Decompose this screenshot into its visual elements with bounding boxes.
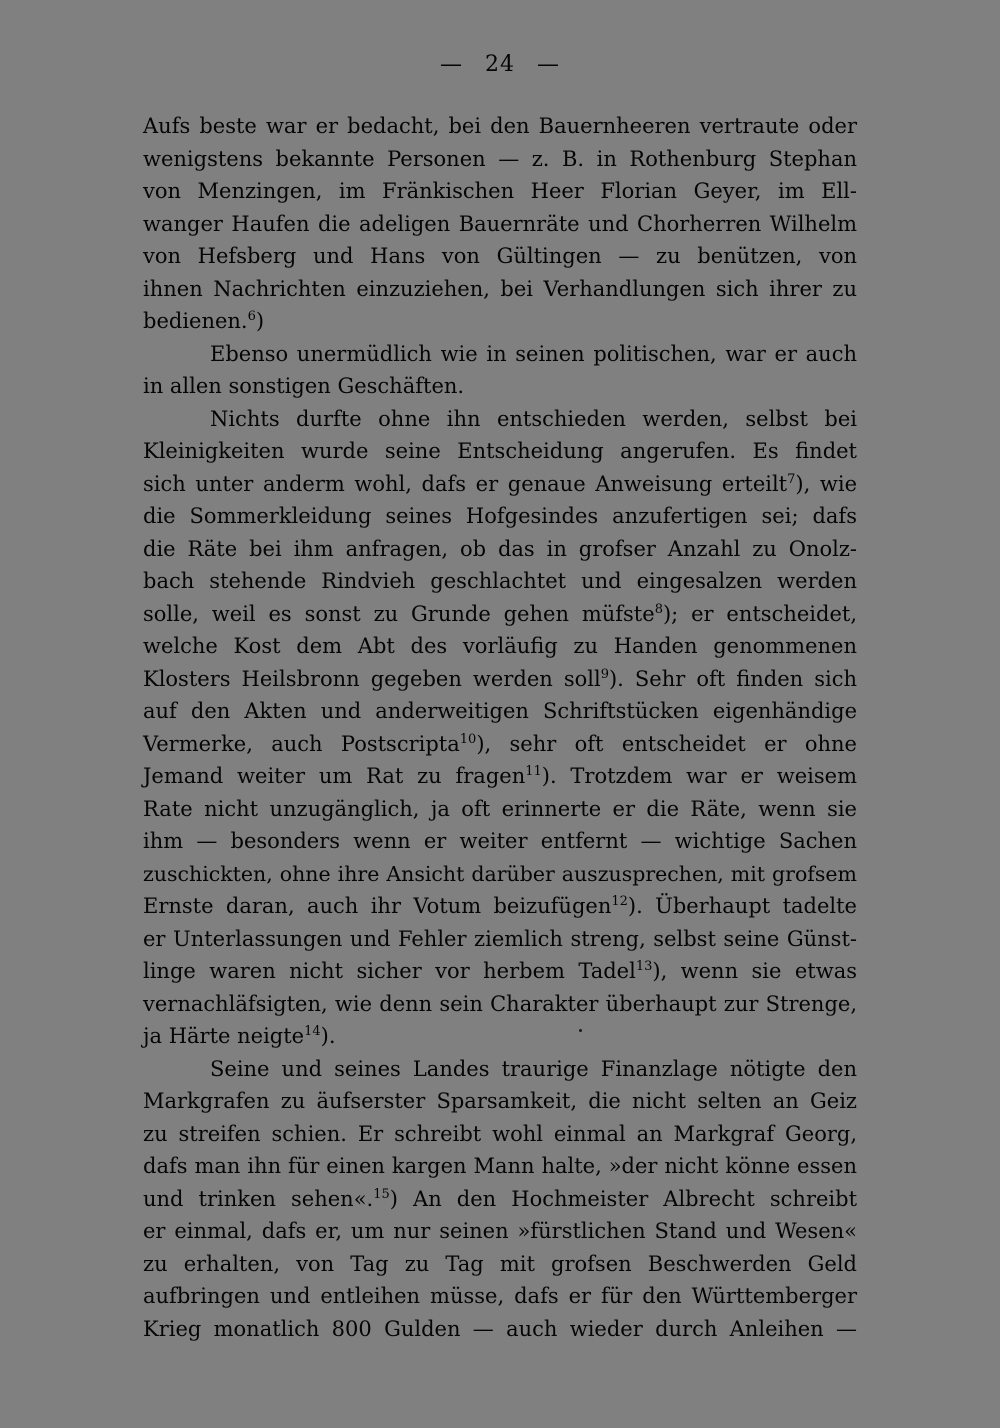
text-line [143, 1053, 857, 1086]
text-line [143, 1183, 857, 1216]
line-text: Seine und seines Landes traurige Finanzlage nötigte den [210, 1056, 857, 1081]
text-line [143, 500, 857, 533]
text-line [143, 565, 857, 598]
text-line [143, 1215, 857, 1248]
text-line [143, 760, 857, 793]
text-line [143, 825, 857, 858]
text-line [143, 338, 857, 371]
line-text: Nichts durfte ohne ihn entschieden werden, selbst bei [210, 406, 857, 431]
line-text: bach stehende Rindvieh geschlachtet und eingesalzen werden [143, 569, 857, 593]
text-line [143, 695, 857, 728]
line-text: wanger Haufen die adeligen Bauernräte und Chorherren Wilhelm [143, 211, 857, 236]
line-text: Vermerke, auch Postscripta [143, 731, 460, 756]
footnote-marker: 15 [373, 1186, 390, 1202]
line-text: aufbringen und entleihen müsse, dafs er für den Württemberger [143, 1284, 857, 1308]
body-text [143, 110, 857, 1345]
line-text: Ernste daran, auch ihr Votum beizufügen [143, 894, 612, 918]
text-line [143, 370, 857, 403]
text-line [143, 1118, 857, 1151]
line-text: solle, weil es sonst zu Grunde gehen müfste [143, 601, 655, 626]
text-line [143, 890, 857, 923]
line-text: die Sommerkleidung seines Hofgesindes anzufertigen sei; dafs [143, 504, 857, 528]
text-line [143, 630, 857, 663]
text-line [143, 1085, 857, 1118]
line-text: auf den Akten und anderweitigen Schriftstücken eigenhändige [143, 699, 857, 723]
line-text: zu streifen schien. Er schreibt wohl einmal an Markgraf Georg, [143, 1121, 857, 1146]
footnote-marker: 10 [459, 731, 477, 747]
text-line [143, 988, 857, 1021]
line-text: und trinken sehen«. [143, 1186, 374, 1211]
footnote-marker: 6 [247, 309, 256, 324]
text-line [143, 1280, 857, 1313]
text-line [143, 208, 857, 241]
line-text: Krieg monatlich 800 Gulden — auch wieder durch Anleihen — [143, 1316, 857, 1341]
line-text: sich unter anderm wohl, dafs er genaue Anweisung erteilt [143, 471, 788, 496]
text-line [143, 1248, 857, 1281]
footnote-marker: 9 [600, 666, 609, 682]
line-text: vernachläfsigten, wie denn sein Charakter überhaupt zur Strenge, [143, 991, 857, 1016]
footnote-marker: 8 [654, 601, 663, 617]
line-text-continued: ), sehr oft entscheidet er ohne [476, 731, 857, 756]
line-text: Ebenso unermüdlich wie in seinen politischen, war er auch [210, 341, 857, 366]
line-text-continued: ); er entscheidet, [662, 601, 857, 626]
line-text-continued: ) [255, 309, 265, 333]
text-line [143, 1150, 857, 1183]
text-line [143, 923, 857, 956]
footnote-marker: 12 [611, 894, 628, 909]
line-text: die Räte bei ihm anfragen, ob das in grofser Anzahl zu Onolz- [143, 536, 857, 561]
text-line [143, 1020, 857, 1053]
footnote-marker: 14 [304, 1024, 321, 1039]
line-text: ja Härte neigte [143, 1024, 305, 1048]
line-text: ihnen Nachrichten einzuziehen, bei Verhandlungen sich ihrer zu [143, 276, 857, 301]
footnote-marker: 13 [635, 959, 653, 974]
text-line [143, 468, 857, 501]
line-text-continued: ), wenn sie etwas [652, 959, 858, 983]
text-line [143, 240, 857, 273]
line-text: von Menzingen, im Fränkischen Heer Florian Geyer, im Ell- [143, 179, 857, 203]
line-text: bedienen. [143, 309, 248, 333]
line-text-continued: ). Sehr oft finden sich [608, 666, 857, 691]
line-text-continued: ). Überhaupt tadelte [627, 894, 857, 918]
page-number: — 24 — [440, 52, 560, 77]
text-line [143, 955, 857, 988]
print-speck [579, 1029, 582, 1032]
line-text-continued: ) An den Hochmeister Albrecht schreibt [389, 1186, 858, 1211]
text-line [143, 533, 857, 566]
text-line [143, 305, 857, 338]
text-line [143, 403, 857, 436]
text-line [143, 598, 857, 631]
text-line [143, 728, 857, 761]
line-text: Klosters Heilsbronn gegeben werden soll [143, 666, 601, 691]
line-text: er Unterlassungen und Fehler ziemlich streng, selbst seine Günst- [143, 926, 857, 951]
text-line [143, 858, 857, 891]
line-text: dafs man ihn für einen kargen Mann halte, »der nicht könne essen [143, 1154, 857, 1178]
line-text: zuschickten, ohne ihre Ansicht darüber auszusprechen, mit grofsem [143, 861, 857, 886]
line-text-continued: ). Trotzdem war er weisem [541, 764, 857, 788]
line-text: wenigstens bekannte Personen — z. B. in Rothenburg Stephan [143, 146, 857, 171]
text-line [143, 663, 857, 696]
line-text: Markgrafen zu äufserster Sparsamkeit, die nicht selten an Geiz [143, 1089, 857, 1113]
line-text: zu erhalten, von Tag zu Tag mit grofsen Beschwerden Geld [143, 1251, 857, 1276]
line-text-continued: ). [320, 1024, 336, 1048]
line-text: Kleinigkeiten wurde seine Entscheidung angerufen. Es findet [143, 439, 857, 463]
footnote-marker: 7 [787, 471, 796, 487]
footnote-marker: 11 [525, 764, 542, 779]
line-text: Aufs beste war er bedacht, bei den Bauernheeren vertraute oder [143, 114, 857, 138]
line-text: welche Kost dem Abt des vorläufig zu Handen genommenen [143, 634, 857, 658]
line-text: in allen sonstigen Geschäften. [143, 374, 465, 398]
text-line [143, 175, 857, 208]
line-text: ihm — besonders wenn er weiter entfernt — wichtige Sachen [143, 829, 857, 853]
line-text-continued: ), wie [795, 471, 857, 496]
line-text: er einmal, dafs er, um nur seinen »fürstlichen Stand und Wesen« [143, 1219, 857, 1243]
line-text: Jemand weiter um Rat zu fragen [143, 764, 526, 788]
line-text: von Hefsberg und Hans von Gültingen — zu benützen, von [143, 244, 857, 268]
line-text: linge waren nicht sicher vor herbem Tadel [143, 959, 636, 983]
text-line [143, 793, 857, 826]
text-line [143, 273, 857, 306]
text-line [143, 110, 857, 143]
text-line [143, 1313, 857, 1346]
text-line [143, 435, 857, 468]
line-text: Rate nicht unzugänglich, ja oft erinnerte er die Räte, wenn sie [143, 796, 857, 821]
text-line [143, 143, 857, 176]
